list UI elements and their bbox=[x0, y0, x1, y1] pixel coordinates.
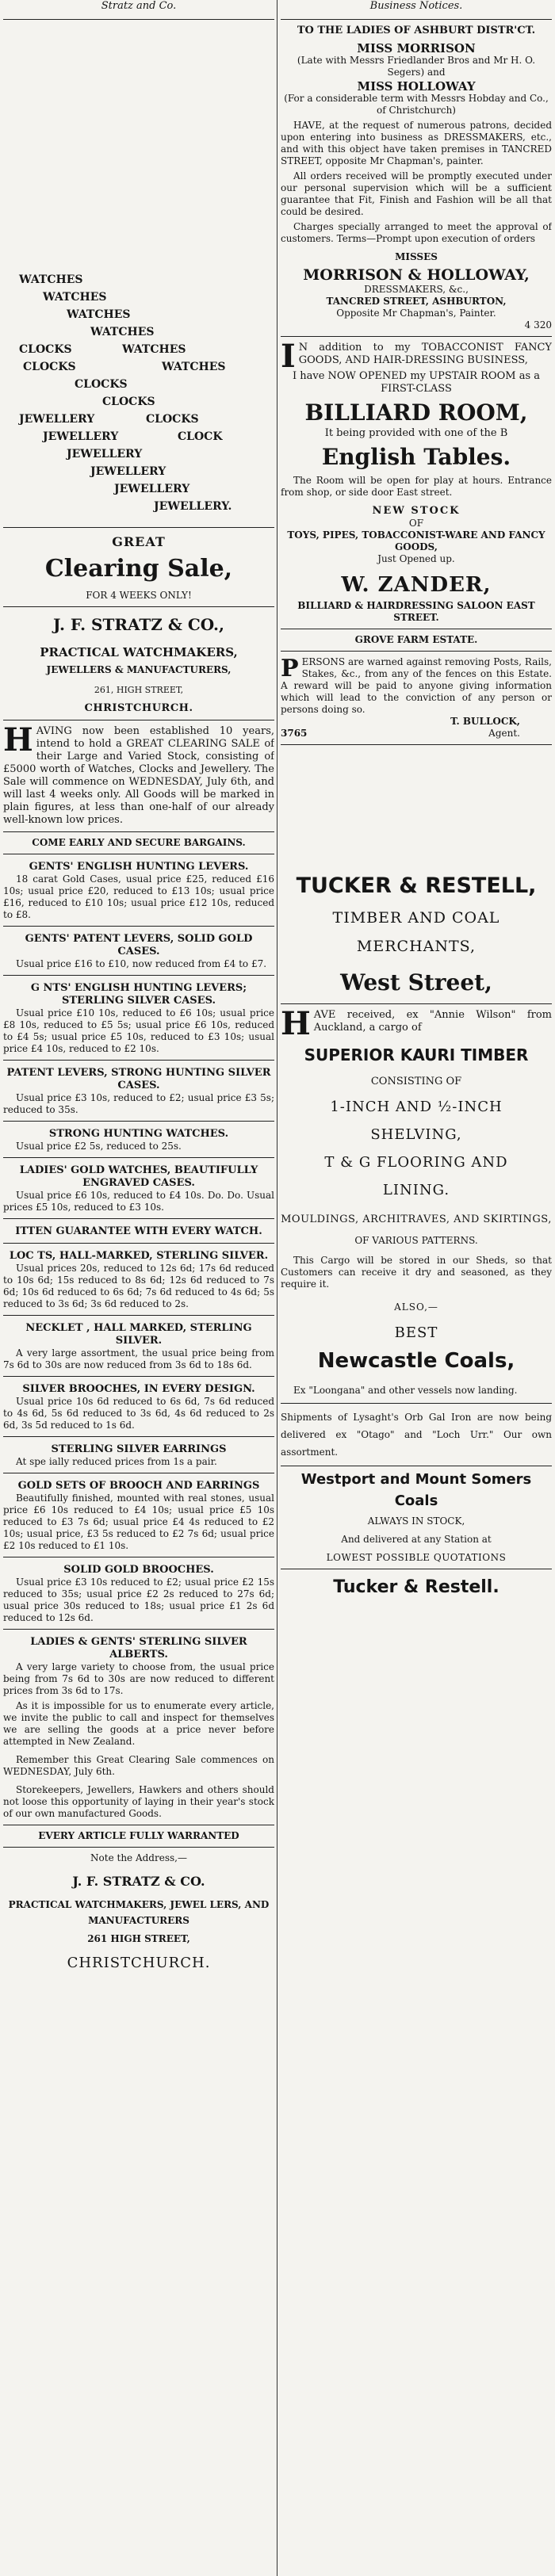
always-label: ALWAYS IN STOCK, bbox=[367, 1515, 465, 1527]
intro-dropcap: H bbox=[3, 721, 33, 759]
come-early-label: COME EARLY AND SECURE BARGAINS. bbox=[32, 837, 246, 848]
lowest-label: LOWEST POSSIBLE QUOTATIONS bbox=[326, 1552, 507, 1563]
price-item-text: Usual price 10s 6d reduced to 6s 6d, 7s 6d reduced to 4s 6d, 5s 6d reduced to 3s 6d, 4s 6d reduced to 2s 6d, 3s 5d reduced to 1s 6d. bbox=[3, 1396, 274, 1431]
price-item-text: Usual price £2 5s, reduced to 25s. bbox=[16, 1141, 182, 1152]
price-item bbox=[3, 933, 274, 970]
cascade-word: CLOCKS bbox=[23, 361, 76, 373]
cascade-word: CLOCKS bbox=[75, 378, 128, 391]
have-dropcap: H bbox=[281, 1005, 311, 1042]
consisting-label: CONSISTING OF bbox=[370, 1076, 462, 1087]
practical-watchmakers: PRACTICAL WATCHMAKERS, bbox=[40, 645, 238, 659]
zander-name: W. ZANDER, bbox=[341, 573, 492, 597]
timber-coal: TIMBER AND COAL bbox=[332, 909, 500, 927]
price-item-text: 18 carat Gold Cases, usual price £25, reduced £16 10s; usual price £20, reduced to £13 10s; usual price £16, reduced to £10 10s; usual price £12 10s, reduced to £8. bbox=[3, 873, 274, 920]
cascade-word: WATCHES bbox=[122, 343, 186, 356]
ex-loongana: Ex "Loongana" and other vessels now landing. bbox=[293, 1385, 518, 1396]
delivered-label: And delivered at any Station at bbox=[341, 1534, 492, 1545]
tucker-footer: Tucker & Restell. bbox=[333, 1577, 500, 1597]
orders-text: All orders received will be promptly executed under our personal supervision which will be a sufficient guarantee that Fit, Finish and Fashion will be all that could be desired. bbox=[281, 170, 552, 217]
price-item-heading: GOLD SETS OF BROOCH AND EARRINGS bbox=[17, 1480, 260, 1492]
mouldings-label: MOULDINGS, ARCHITRAVES, AND SKIRTINGS, bbox=[281, 1213, 552, 1225]
cascade-word: WATCHES bbox=[162, 361, 226, 373]
price-item-text: Usual price £6 10s, reduced to £4 10s. Do. Do. Usual prices £5 10s, reduced to £3 10s. bbox=[3, 1190, 274, 1213]
price-item-heading: ITTEN GUARANTEE WITH EVERY WATCH. bbox=[15, 1225, 262, 1237]
opposite-label: Opposite Mr Chapman's, Painter. bbox=[336, 308, 496, 319]
note-address: Note the Address,— bbox=[90, 1852, 187, 1863]
price-item-heading: STRONG HUNTING WATCHES. bbox=[48, 1128, 229, 1140]
price-item-heading: GENTS' ENGLISH HUNTING LEVERS. bbox=[29, 861, 249, 873]
tancred-street: TANCRED STREET, ASHBURTON, bbox=[326, 296, 507, 307]
divider bbox=[3, 1847, 274, 1848]
divider bbox=[3, 926, 274, 927]
best-label: BEST bbox=[394, 1324, 438, 1341]
divider bbox=[3, 831, 274, 832]
just-opened: Just Opened up. bbox=[377, 553, 455, 564]
cascade-word: JEWELLERY bbox=[90, 465, 166, 478]
price-item-text: Beautifully finished, mounted with real stones, usual price £6 10s reduced to £4 10s; usual price £5 10s reduced to £3 7s 6d; usual price £4 4s reduced to £2 10s; usual price, £3 5s reduced to £2 7s 6d; usual price £2 10s reduced to £1 10s. bbox=[3, 1492, 274, 1551]
bullock-agent: Agent. bbox=[488, 728, 520, 739]
right-column bbox=[281, 0, 552, 2576]
tucker-title: TUCKER & RESTELL, bbox=[296, 873, 537, 898]
provided-text: It being provided with one of the B bbox=[324, 427, 508, 439]
lysaght-text: Shipments of Lysaght's Orb Gal Iron are now being delivered ex "Otago" and "Loch Urr." Our own assortment. bbox=[281, 1412, 552, 1458]
footer-city: CHRISTCHURCH. bbox=[67, 1955, 211, 1971]
divider bbox=[3, 1436, 274, 1437]
cascade-word: JEWELLERY bbox=[19, 413, 95, 426]
cargo-text: This Cargo will be stored in our Sheds, so that Customers can receive it dry and seasoned, as they require it. bbox=[281, 1255, 552, 1290]
grove-paragraph bbox=[281, 656, 552, 716]
price-item bbox=[3, 1383, 274, 1431]
price-item bbox=[3, 1067, 274, 1116]
english-tables-title: English Tables. bbox=[321, 444, 511, 470]
zander-opened: I have NOW OPENED my UPSTAIR ROOM as a FIRST-CLASS bbox=[292, 370, 541, 395]
grove-title: GROVE FARM ESTATE. bbox=[354, 634, 478, 645]
price-item-heading: SOLID GOLD BROOCHES. bbox=[63, 1564, 214, 1576]
bullock-number: 3765 bbox=[281, 728, 308, 739]
cascade-word: JEWELLERY. bbox=[154, 500, 232, 513]
merchants-label: MERCHANTS, bbox=[356, 938, 477, 955]
divider bbox=[3, 1376, 274, 1377]
ladies-title: TO THE LADIES OF ASHBURT DISTR'CT. bbox=[297, 25, 536, 36]
blank-space bbox=[281, 750, 552, 869]
four-weeks-label: FOR 4 WEEKS ONLY! bbox=[86, 590, 192, 601]
cascade-word: WATCHES bbox=[43, 291, 107, 304]
miss-morrison: MISS MORRISON bbox=[357, 41, 476, 55]
shelving-label: SHELVING, bbox=[370, 1126, 462, 1143]
price-item-heading: SILVER BROOCHES, IN EVERY DESIGN. bbox=[22, 1383, 255, 1395]
zander-intro-paragraph bbox=[281, 338, 552, 375]
holloway-note: (For a considerable term with Messrs Hobday and Co., of Christchurch) bbox=[284, 93, 549, 116]
divider bbox=[3, 1629, 274, 1630]
price-item bbox=[3, 1250, 274, 1310]
price-item bbox=[3, 1128, 274, 1152]
toys-label: TOYS, PIPES, TOBACCONIST-WARE AND FANCY GOODS, bbox=[287, 529, 545, 552]
price-item bbox=[3, 1564, 274, 1624]
new-stock-label: NEW STOCK bbox=[372, 505, 461, 517]
divider bbox=[281, 744, 552, 745]
divider bbox=[281, 651, 552, 652]
newcastle-coals: Newcastle Coals, bbox=[317, 1349, 515, 1373]
morrison-late: (Late with Messrs Friedlander Bros and Mr H. O. Segers) and bbox=[297, 55, 536, 78]
misses-label: MISSES bbox=[395, 251, 438, 262]
cascade-word: CLOCKS bbox=[102, 396, 155, 408]
cascade-word: JEWELLERY bbox=[43, 430, 119, 443]
charges-text: Charges specially arranged to meet the approval of customers. Terms—Prompt upon execution of orders bbox=[281, 221, 552, 244]
westport-label: Westport and Mount Somers bbox=[300, 1471, 532, 1488]
remember-text: Remember this Great Clearing Sale commences on WEDNESDAY, July 6th. bbox=[3, 1754, 274, 1777]
price-item bbox=[3, 982, 274, 1055]
have-received-paragraph bbox=[281, 1005, 552, 1042]
divider bbox=[3, 1315, 274, 1316]
price-list bbox=[3, 861, 274, 1697]
footer-firm: J. F. STRATZ & CO. bbox=[72, 1874, 205, 1889]
have-received-text: AVE received, ex "Annie Wilson" from Auckland, a cargo of bbox=[313, 1009, 552, 1034]
storekeepers-text: Storekeepers, Jewellers, Hawkers and others should not loose this opportunity of laying in their year's stock of our own manufactured Goods. bbox=[3, 1784, 274, 1819]
price-item-heading: LADIES & GENTS' STERLING SILVER ALBERTS. bbox=[30, 1636, 247, 1661]
firm-name: J. F. STRATZ & CO., bbox=[53, 615, 224, 634]
tg-flooring: T & G FLOORING AND bbox=[324, 1154, 508, 1171]
column-divider bbox=[277, 0, 278, 2576]
have-text: HAVE, at the request of numerous patrons, decided upon entering into business as DRESSMAKERS, etc., and with this object have taken premises in TANCRED STREET, opposite Mr Chapman's, painter. bbox=[281, 120, 552, 166]
left-running-head: Stratz and Co. bbox=[101, 0, 177, 12]
divider bbox=[3, 19, 274, 20]
cascade-word: JEWELLERY bbox=[114, 483, 190, 495]
price-item-heading: STERLING SILVER EARRINGS bbox=[51, 1443, 227, 1455]
coals-label: Coals bbox=[394, 1492, 438, 1509]
cascade-word: CLOCK bbox=[178, 430, 223, 443]
warranted-label: EVERY ARTICLE FULLY WARRANTED bbox=[38, 1830, 239, 1841]
right-running-head: Business Notices. bbox=[369, 0, 463, 12]
divider bbox=[281, 336, 552, 337]
impossible-text: As it is impossible for us to enumerate every article, we invite the public to call and inspect for themselves we are selling the goods at a price never before attempted in New Zealand. bbox=[3, 1700, 274, 1747]
price-item-heading: LADIES' GOLD WATCHES, BEAUTIFULLY ENGRAVED CASES. bbox=[19, 1164, 258, 1189]
bullock-name: T. BULLOCK, bbox=[450, 716, 520, 727]
footer-street: 261 HIGH STREET, bbox=[87, 1933, 190, 1944]
price-item-text: At spe ially reduced prices from 1s a pair. bbox=[16, 1456, 217, 1467]
cascade-word: CLOCKS bbox=[146, 413, 199, 426]
price-item-text: A very large assortment, the usual price being from 7s 6d to 30s are now reduced from 3s 6d to 18s 6d. bbox=[3, 1347, 274, 1370]
cascade-word: WATCHES bbox=[90, 326, 155, 338]
intro-text: AVING now been established 10 years, intend to hold a GREAT CLEARING SALE of their Large and Varied Stock, consisting of £5000 worth of Watches, Clocks and Jewellery. The Sale will commence on WEDNESDAY, July 6th, and will last 4 weeks only. All Goods will be marked in plain figures, at less than one-half of our already well-known low prices. bbox=[3, 725, 274, 826]
divider bbox=[3, 1121, 274, 1122]
price-item bbox=[3, 1480, 274, 1552]
divider bbox=[3, 1243, 274, 1244]
great-label: GREAT bbox=[112, 534, 166, 549]
price-item-heading: PATENT LEVERS, STRONG HUNTING SILVER CASES. bbox=[6, 1067, 271, 1091]
price-item-text: Usual price £3 10s, reduced to £2; usual price £3 5s; reduced to 35s. bbox=[3, 1092, 274, 1115]
divider bbox=[3, 1157, 274, 1158]
price-item-text: Usual price £3 10s reduced to £2; usual price £2 15s reduced to 35s; usual price £2 2s reduced to 27s 6d; usual price 30s reduced to 18s; usual price £1 2s 6d reduced to 12s 6d. bbox=[3, 1577, 274, 1623]
ad-number: 4 320 bbox=[524, 319, 552, 331]
divider bbox=[281, 19, 552, 20]
price-item-text: Usual prices 20s, reduced to 12s 6d; 17s 6d reduced to 10s 6d; 15s reduced to 8s 6d; 12s 6d reduced to 7s 6d; 10s 6d reduced to 6s 6d; 7s 6d reduced to 4s 6d; 5s reduced to 3s 6d; 3s 6d reduced to 2s. bbox=[3, 1263, 274, 1309]
divider bbox=[3, 606, 274, 607]
price-item bbox=[3, 861, 274, 921]
jewellers-label: JEWELLERS & MANUFACTURERS, bbox=[46, 664, 232, 675]
price-item-text: A very large variety to choose from, the usual price being from 7s 6d to 30s are now reduced to different prices from 3s 6d to 17s. bbox=[3, 1661, 274, 1696]
price-item bbox=[3, 1322, 274, 1371]
morrison-holloway: MORRISON & HOLLOWAY, bbox=[303, 266, 530, 284]
price-item-text: Usual price £16 to £10, now reduced from £4 to £7. bbox=[16, 958, 267, 969]
various-patterns: OF VARIOUS PATTERNS. bbox=[354, 1235, 478, 1246]
grove-dropcap: P bbox=[281, 655, 299, 682]
cascade-word: WATCHES bbox=[19, 273, 83, 286]
room-open-text: The Room will be open for play at hours. Entrance from shop, or side door East street. bbox=[281, 475, 552, 498]
city-name: CHRISTCHURCH. bbox=[84, 702, 193, 714]
zander-intro: N addition to my TOBACCONIST FANCY GOODS, AND HAIR-DRESSING BUSINESS, bbox=[298, 342, 552, 366]
lining-label: LINING. bbox=[382, 1182, 450, 1198]
dressmakers-label: DRESSMAKERS, &c., bbox=[364, 284, 469, 295]
divider bbox=[3, 975, 274, 976]
price-item bbox=[3, 1225, 274, 1238]
grove-text: ERSONS are warned against removing Posts, Rails, Stakes, &c., from any of the fences on this Estate. A reward will be paid to anyone giving information which will lead to the conviction of any person or persons doing so. bbox=[281, 656, 552, 715]
billiard-room-title: BILLIARD ROOM, bbox=[304, 399, 528, 426]
clearing-sale-title: Clearing Sale, bbox=[44, 555, 233, 583]
price-item-heading: LOC TS, HALL-MARKED, STERLING SILVER. bbox=[9, 1250, 269, 1262]
watches-cascade bbox=[3, 273, 274, 606]
miss-holloway: MISS HOLLOWAY bbox=[357, 79, 476, 94]
price-item-heading: G NTS' ENGLISH HUNTING LEVERS; STERLING SILVER CASES. bbox=[30, 982, 247, 1007]
price-item-heading: NECKLET , HALL MARKED, STERLING SILVER. bbox=[25, 1322, 252, 1347]
left-column bbox=[3, 0, 274, 2576]
street-address: 261, HIGH STREET, bbox=[94, 685, 184, 695]
kauri-timber: SUPERIOR KAURI TIMBER bbox=[304, 1045, 529, 1064]
also-label: ALSO,— bbox=[394, 1301, 438, 1313]
west-street: West Street, bbox=[340, 969, 492, 996]
divider bbox=[281, 1003, 552, 1004]
inch-label: 1-INCH AND ½-INCH bbox=[330, 1099, 503, 1115]
price-item bbox=[3, 1164, 274, 1213]
of-label: OF bbox=[408, 518, 424, 529]
cascade-word: CLOCKS bbox=[19, 343, 72, 356]
cascade-word: JEWELLERY bbox=[67, 448, 143, 461]
price-item-text: Usual price £10 10s, reduced to £6 10s; usual price £8 10s, reduced to £5 5s; usual price £6 10s, reduced to £4 5s; usual price £5 10s, reduced to £3 10s; usual price £4 10s, reduced to £2 10s. bbox=[3, 1007, 274, 1054]
zander-saloon: BILLIARD & HAIRDRESSING SALOON EAST STREET. bbox=[297, 600, 535, 623]
intro-paragraph bbox=[3, 721, 274, 827]
zander-dropcap: I bbox=[281, 338, 296, 375]
divider bbox=[281, 1403, 552, 1404]
bullock-footer bbox=[281, 728, 552, 740]
price-item-heading: GENTS' PATENT LEVERS, SOLID GOLD CASES. bbox=[25, 933, 253, 957]
price-item bbox=[3, 1443, 274, 1468]
cascade-word: WATCHES bbox=[67, 308, 131, 321]
divider bbox=[3, 1218, 274, 1219]
divider bbox=[3, 1060, 274, 1061]
price-item bbox=[3, 1636, 274, 1697]
footer-practical: PRACTICAL WATCHMAKERS, JEWEL LERS, AND MANUFACTURERS bbox=[8, 1899, 270, 1926]
